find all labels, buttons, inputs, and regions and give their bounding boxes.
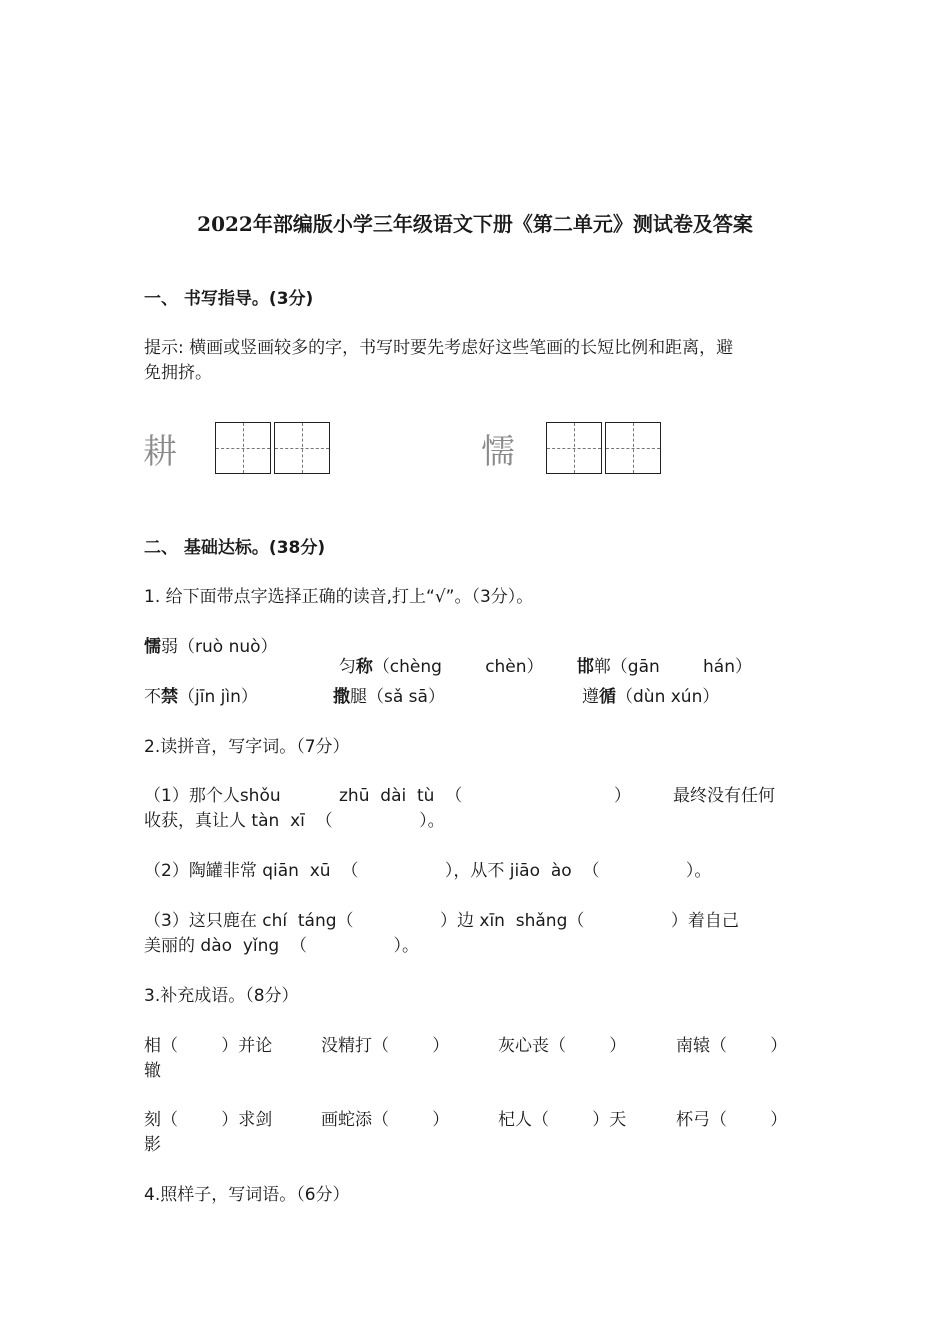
section-1-heading: 一、 书写指导。(3分) — [144, 289, 314, 309]
question-2-part-1c: ） — [614, 786, 631, 806]
idiom-blank: 灰心丧（ ） — [498, 1036, 627, 1056]
question-2-part-3-line-2: 美丽的 dào yǐng （ ）。 — [144, 936, 419, 956]
question-2-stem: 2.读拼音，写字词。（7分） — [144, 737, 350, 757]
question-2-part-2: （2）陶罐非常 qiān xū （ ），从不 jiāo ào （ ）。 — [144, 861, 712, 881]
writing-grid-cell[interactable] — [274, 422, 330, 474]
question-2-part-1-line-2: 收获，真让人 tàn xī （ ）。 — [144, 811, 445, 831]
writing-grid-cell[interactable] — [605, 422, 661, 474]
idiom-blank: 画蛇添（ ） — [321, 1110, 450, 1130]
question-1-stem: 1. 给下面带点字选择正确的读音,打上“√”。（3分）。 — [144, 587, 534, 607]
pinyin-choice-item: 懦弱（ruò nuò） — [144, 637, 278, 657]
section-1-hint-line-1: 提示: 横画或竖画较多的字，书写时要先考虑好这些笔画的长短比例和距离，避 — [144, 338, 734, 358]
idiom-blank: 杯弓（ ） — [676, 1110, 788, 1130]
practice-char-geng: 耕 — [143, 432, 177, 472]
pinyin-choice-item: 匀称（chèng chèn） — [338, 657, 544, 677]
question-4-stem: 4.照样子，写词语。（6分） — [144, 1185, 350, 1205]
idiom-wrap: 影 — [144, 1135, 161, 1155]
question-2-part-1d: 最终没有任何 — [673, 786, 775, 806]
idiom-wrap: 辙 — [144, 1061, 161, 1081]
question-2-part-1a: （1）那个人shǒu — [144, 786, 281, 806]
idiom-blank: 相（ ）并论 — [144, 1036, 273, 1056]
document-title: 2022年部编版小学三年级语文下册《第二单元》测试卷及答案 — [197, 212, 753, 236]
practice-char-nuo: 懦 — [481, 432, 515, 472]
pinyin-choice-item: 不禁（jīn jìn） — [144, 687, 258, 707]
question-3-stem: 3.补充成语。（8分） — [144, 986, 299, 1006]
question-2-part-3-line-1: （3）这只鹿在 chí táng（ ）边 xīn shǎng（ ）着自己 — [144, 911, 739, 931]
section-1-hint-line-2: 免拥挤。 — [144, 363, 212, 383]
writing-grid-cell[interactable] — [546, 422, 602, 474]
pinyin-choice-item: 遵循（dùn xún） — [582, 687, 720, 707]
pinyin-choice-item: 邯郸（gān hán） — [576, 657, 752, 677]
idiom-blank: 刻（ ）求剑 — [144, 1110, 273, 1130]
question-2-part-1b: zhū dài tù （ — [339, 786, 463, 806]
idiom-blank: 没精打（ ） — [321, 1036, 450, 1056]
writing-grid-cell[interactable] — [215, 422, 271, 474]
idiom-blank: 杞人（ ）天 — [498, 1110, 627, 1130]
section-2-heading: 二、 基础达标。(38分) — [144, 538, 326, 558]
idiom-blank: 南辕（ ） — [676, 1036, 788, 1056]
pinyin-choice-item: 撒腿（sǎ sā） — [333, 687, 445, 707]
